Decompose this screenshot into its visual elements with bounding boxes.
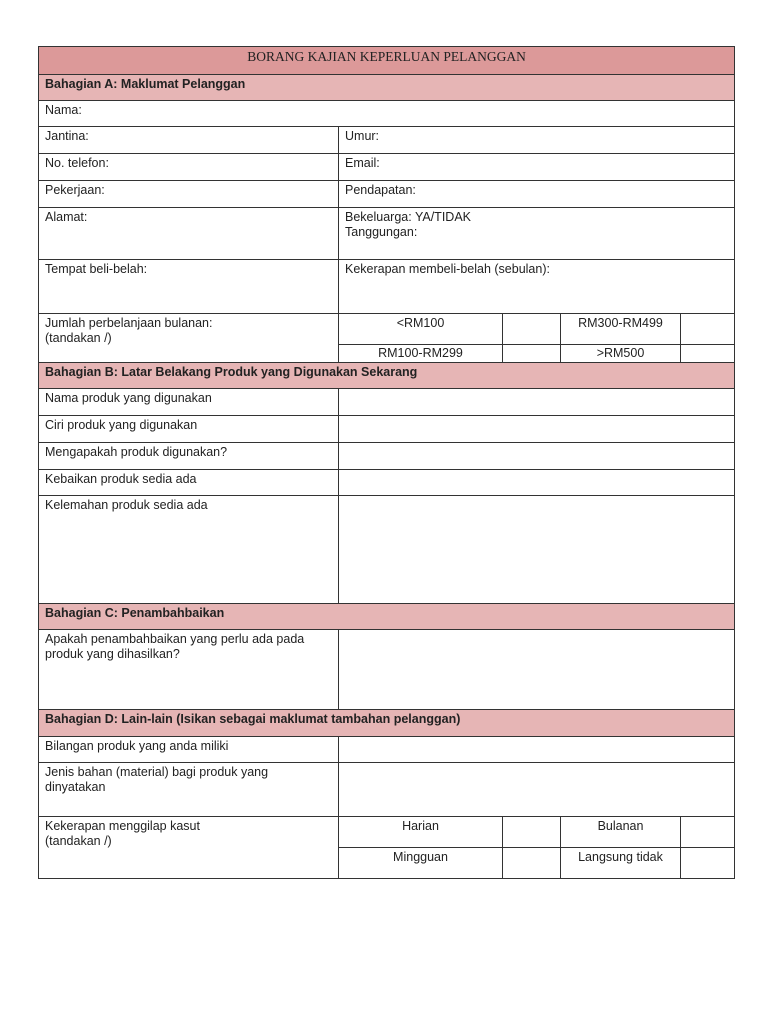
jumlah-perbelanjaan-label [39, 314, 339, 363]
checkbox-cell[interactable] [503, 817, 561, 848]
field-tempat-beli-belah[interactable]: Tempat beli-belah: [39, 260, 339, 314]
option-label: RM100-RM299 [339, 345, 503, 363]
checkbox-cell[interactable] [681, 345, 735, 363]
row-label: Mengapakah produk digunakan? [39, 443, 339, 470]
option-label: Harian [339, 817, 503, 848]
section-a-heading: Bahagian A: Maklumat Pelanggan [39, 75, 735, 101]
row-label: Kebaikan produk sedia ada [39, 470, 339, 496]
kekerapan-line1: Kekerapan menggilap kasut [45, 819, 200, 833]
field-umur[interactable]: Umur: [339, 127, 735, 154]
field-email[interactable]: Email: [339, 154, 735, 181]
section-d-heading: Bahagian D: Lain-lain (Isikan sebagai maklumat tambahan pelanggan) [39, 710, 735, 737]
kekerapan-menggilap-label [39, 817, 339, 879]
answer-cell[interactable] [339, 763, 735, 817]
option-label: <RM100 [339, 314, 503, 345]
section-c-heading: Bahagian C: Penambahbaikan [39, 604, 735, 630]
penambahbaikan-question [39, 630, 339, 710]
question-line2: produk yang dihasilkan? [45, 647, 180, 661]
row-label: Kelemahan produk sedia ada [39, 496, 339, 604]
checkbox-cell[interactable] [681, 848, 735, 879]
checkbox-cell[interactable] [503, 314, 561, 345]
jumlah-label-line1: Jumlah perbelanjaan bulanan: [45, 316, 213, 330]
checkbox-cell[interactable] [503, 848, 561, 879]
option-label: RM300-RM499 [561, 314, 681, 345]
option-label: Bulanan [561, 817, 681, 848]
checkbox-cell[interactable] [681, 817, 735, 848]
field-bekeluarga[interactable] [339, 208, 735, 260]
field-pendapatan[interactable]: Pendapatan: [339, 181, 735, 208]
field-pekerjaan[interactable]: Pekerjaan: [39, 181, 339, 208]
section-b-heading: Bahagian B: Latar Belakang Produk yang Digunakan Sekarang [39, 363, 735, 389]
jumlah-label-line2: (tandakan /) [45, 331, 112, 345]
kekerapan-line2: (tandakan /) [45, 834, 112, 848]
field-nama[interactable]: Nama: [39, 101, 735, 127]
row-label: Ciri produk yang digunakan [39, 416, 339, 443]
field-kekerapan-membeli-belah[interactable]: Kekerapan membeli-belah (sebulan): [339, 260, 735, 314]
answer-cell[interactable] [339, 416, 735, 443]
bekeluarga-label: Bekeluarga: YA/TIDAK [345, 210, 471, 224]
row-label: Nama produk yang digunakan [39, 389, 339, 416]
answer-cell[interactable] [339, 630, 735, 710]
bilangan-produk-label: Bilangan produk yang anda miliki [39, 737, 339, 763]
jenis-line1: Jenis bahan (material) bagi produk yang [45, 765, 269, 779]
answer-cell[interactable] [339, 389, 735, 416]
option-label: Langsung tidak [561, 848, 681, 879]
answer-cell[interactable] [339, 737, 735, 763]
tanggungan-label: Tanggungan: [345, 225, 418, 239]
field-telefon[interactable]: No. telefon: [39, 154, 339, 181]
jenis-line2: dinyatakan [45, 780, 106, 794]
form-title: BORANG KAJIAN KEPERLUAN PELANGGAN [39, 47, 735, 75]
field-alamat[interactable]: Alamat: [39, 208, 339, 260]
answer-cell[interactable] [339, 496, 735, 604]
checkbox-cell[interactable] [503, 345, 561, 363]
checkbox-cell[interactable] [681, 314, 735, 345]
question-line1: Apakah penambahbaikan yang perlu ada pada [45, 632, 305, 646]
answer-cell[interactable] [339, 443, 735, 470]
customer-needs-form [38, 46, 735, 879]
jenis-bahan-label [39, 763, 339, 817]
option-label: >RM500 [561, 345, 681, 363]
option-label: Mingguan [339, 848, 503, 879]
field-jantina[interactable]: Jantina: [39, 127, 339, 154]
answer-cell[interactable] [339, 470, 735, 496]
